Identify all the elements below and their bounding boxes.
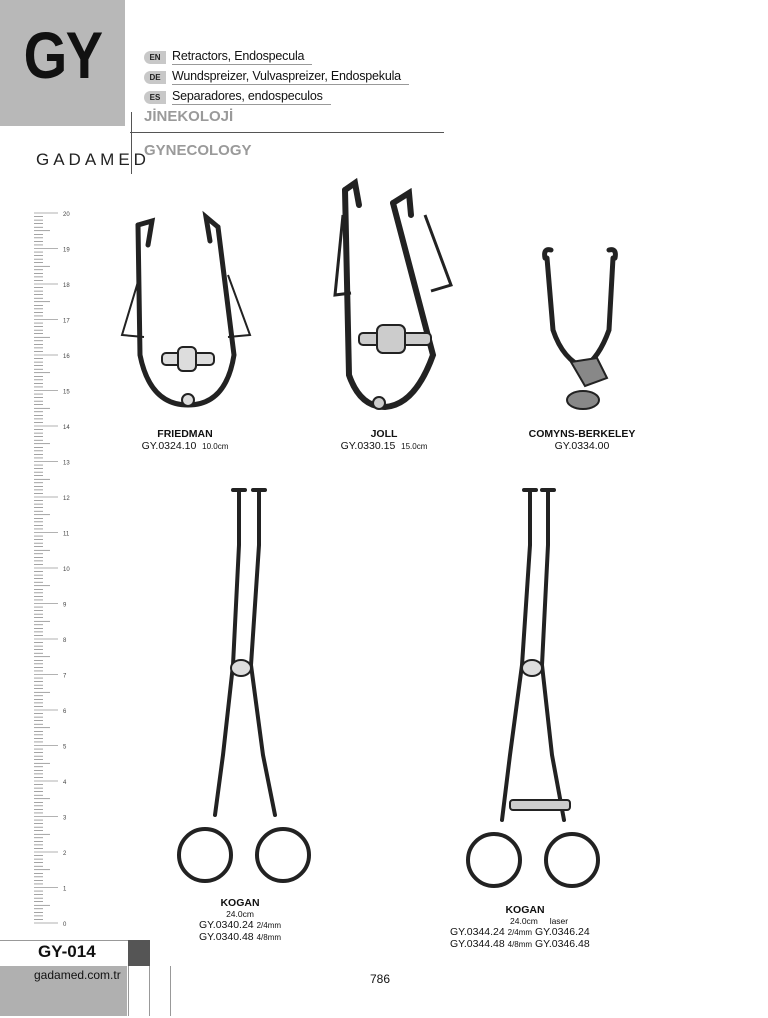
ruler-label: 10: [63, 567, 70, 573]
product-kogan: [180, 897, 300, 943]
ruler-label: 0: [63, 922, 67, 928]
product-size: 4/8mm: [256, 933, 282, 942]
ruler-label: 7: [63, 673, 67, 680]
ruler-label: 20: [63, 212, 70, 218]
kogan-speculum-illustration: [175, 485, 315, 895]
product-code: GY.0340.48: [198, 931, 254, 943]
brand-logo: GADAMED: [36, 150, 150, 169]
laser-label: laser: [549, 916, 569, 926]
language-row-es: [144, 88, 331, 106]
product-size: 4/8mm: [507, 940, 533, 949]
product-variant: [450, 926, 610, 938]
ruler-label: 18: [63, 283, 70, 289]
language-tag: DE: [144, 71, 166, 84]
ruler-label: 5: [63, 744, 67, 751]
product-variant: [180, 919, 300, 931]
ruler-label: 1: [63, 886, 67, 893]
comyns-berkeley-retractor-illustration: [525, 240, 635, 415]
language-row-en: [144, 48, 312, 66]
ruler-label: 12: [63, 496, 70, 502]
laser-code: GY.0346.48: [535, 938, 590, 950]
joll-retractor-illustration: [315, 175, 460, 415]
ruler: [30, 205, 75, 931]
product-code: GY.0344.24: [450, 926, 505, 938]
website-url: gadamed.com.tr: [34, 968, 121, 982]
language-row-de: [144, 68, 409, 86]
product-code: GY.0334.00: [554, 440, 610, 452]
ruler-label: 2: [63, 851, 67, 857]
product-code: GY.0324.10: [141, 440, 197, 452]
language-tag: EN: [144, 51, 166, 64]
ruler-label: 8: [63, 638, 67, 644]
ruler-label: 16: [63, 354, 70, 360]
ruler-label: 6: [63, 709, 67, 715]
product-name: KOGAN: [220, 897, 260, 909]
product-name: COMYNS-BERKELEY: [528, 428, 636, 440]
product-joll: [310, 428, 458, 452]
page-code-accent: [128, 940, 150, 967]
product-name: JOLL: [370, 428, 398, 440]
product-code: GY.0340.24: [198, 919, 254, 931]
laser-code: GY.0346.24: [535, 926, 590, 938]
ruler-label: 4: [63, 780, 67, 786]
ruler-label: 17: [63, 318, 70, 325]
product-kogan-laser: [450, 904, 610, 950]
product-size: 2/4mm: [256, 921, 282, 930]
product-name: FRIEDMAN: [157, 428, 213, 440]
footer-separator: [150, 966, 171, 1016]
ruler-label: 15: [63, 389, 70, 396]
kogan-speculum-laser-illustration: [460, 485, 605, 900]
ruler-ticks: [34, 213, 58, 923]
language-text: Retractors, Endospecula: [172, 49, 312, 65]
footer-separator: [128, 966, 150, 1016]
product-size: 15.0cm: [401, 442, 428, 451]
page-code: GY-014: [38, 942, 96, 961]
language-tag: ES: [144, 91, 166, 104]
product-name: KOGAN: [505, 904, 545, 916]
ruler-label: 3: [63, 815, 67, 822]
product-code-line: [310, 440, 458, 452]
product-size: 2/4mm: [507, 928, 533, 937]
friedman-retractor-illustration: [110, 205, 265, 415]
product-variant: [450, 938, 610, 950]
section-code: GY: [23, 18, 102, 92]
ruler-label: 9: [63, 602, 67, 609]
product-code-line: [110, 440, 260, 452]
category-title-en: GYNECOLOGY: [144, 142, 252, 159]
ruler-label: 13: [63, 460, 70, 467]
ruler-label: 11: [63, 531, 70, 538]
header-divider: [130, 132, 444, 133]
page-number: 786: [370, 972, 391, 986]
ruler-label: 19: [63, 247, 70, 254]
language-text: Wundspreizer, Vulvaspreizer, Endospekula: [172, 69, 409, 85]
product-comyns-berkeley: [512, 428, 652, 452]
ruler-labels: [63, 212, 70, 928]
language-text: Separadores, endospeculos: [172, 89, 331, 105]
product-size: 10.0cm: [202, 442, 229, 451]
category-title-tr: JİNEKOLOJİ: [144, 108, 234, 125]
product-code: GY.0330.15: [340, 440, 396, 452]
product-friedman: [110, 428, 260, 452]
product-length-line: [450, 916, 610, 926]
ruler-label: 14: [63, 425, 70, 431]
product-length: 24.0cm: [226, 909, 254, 919]
product-length: 24.0cm: [510, 916, 538, 926]
product-code: GY.0344.48: [450, 938, 505, 950]
product-variant: [180, 931, 300, 943]
